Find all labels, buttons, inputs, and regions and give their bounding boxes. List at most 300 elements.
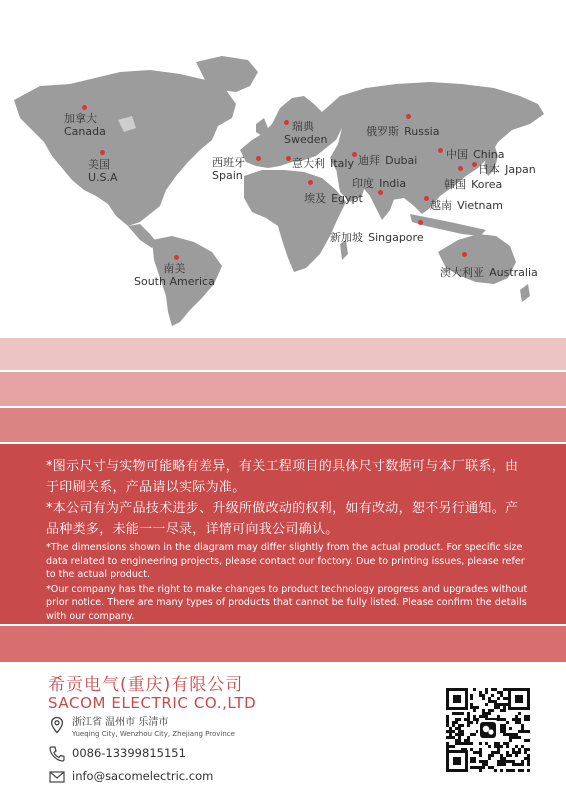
qr-module: [524, 718, 527, 721]
qr-module: [452, 745, 455, 748]
qr-module: [473, 688, 476, 691]
qr-module: [500, 709, 503, 712]
qr-module: [449, 733, 452, 736]
qr-module: [467, 724, 470, 727]
qr-module: [521, 769, 524, 772]
company-name-zh: 希贡电气(重庆)有限公司: [48, 675, 244, 695]
qr-module: [527, 715, 530, 718]
qr-module: [509, 760, 512, 763]
qr-module: [467, 718, 470, 721]
qr-module: [518, 721, 521, 724]
qr-module: [503, 724, 506, 727]
location-russia-zh: 俄罗斯: [366, 125, 399, 138]
decorative-band-3: [0, 408, 566, 442]
qr-module: [518, 718, 521, 721]
qr-module: [503, 706, 506, 709]
marker-usa: [100, 150, 105, 155]
qr-module: [464, 742, 467, 745]
qr-module: [473, 718, 476, 721]
qr-module: [482, 697, 485, 700]
address-row: [48, 716, 235, 739]
marker-korea: [458, 166, 463, 171]
qr-module: [485, 742, 488, 745]
qr-module: [473, 733, 476, 736]
location-china-en: China: [473, 148, 505, 161]
world-map: [0, 0, 566, 335]
qr-module: [449, 736, 452, 739]
qr-module: [467, 742, 470, 745]
qr-module: [446, 721, 449, 724]
email-address[interactable]: info@sacomelectric.com: [72, 769, 214, 783]
marker-south-america: [174, 255, 179, 260]
qr-module: [509, 754, 512, 757]
qr-module: [524, 757, 527, 760]
qr-module: [503, 763, 506, 766]
qr-module: [503, 718, 506, 721]
qr-module: [527, 757, 530, 760]
disclaimer-zh-2: *本公司有为产品技术进步、升级所做改动的权利，如有改动，恕不另行通知。产品种类多，未能一一尽录，详情可向我公司确认。: [46, 501, 519, 537]
qr-module: [494, 742, 497, 745]
qr-module: [455, 742, 458, 745]
qr-module: [515, 751, 518, 754]
qr-module: [449, 745, 452, 748]
qr-module: [470, 703, 473, 706]
qr-module: [503, 760, 506, 763]
envelope-icon: [48, 768, 66, 786]
qr-module: [491, 688, 494, 691]
qr-module: [494, 706, 497, 709]
location-korea-en: Korea: [471, 178, 503, 191]
qr-module: [446, 742, 449, 745]
qr-module: [473, 757, 476, 760]
qr-module: [497, 691, 500, 694]
location-usa-en: U.S.A: [88, 171, 118, 185]
qr-module: [458, 736, 461, 739]
qr-module: [503, 697, 506, 700]
qr-module: [464, 718, 467, 721]
marker-russia: [406, 114, 411, 119]
qr-module: [473, 751, 476, 754]
location-russia-en: Russia: [404, 125, 440, 138]
disclaimer-en-1: *The dimensions shown in the diagram may differ slightly from the actual product. For specific size data related to engineering projects, please contact our foctory. Due to printing issues, please refer to the actual product.: [46, 542, 525, 581]
qr-module: [500, 754, 503, 757]
qr-module: [488, 754, 491, 757]
qr-module: [521, 727, 524, 730]
location-south-america: [134, 262, 215, 288]
qr-module: [497, 706, 500, 709]
qr-module: [464, 739, 467, 742]
qr-module: [458, 742, 461, 745]
location-dubai-zh: 迪拜: [358, 154, 380, 167]
qr-module: [455, 739, 458, 742]
qr-module: [518, 712, 521, 715]
qr-module: [461, 742, 464, 745]
qr-module: [500, 760, 503, 763]
location-canada-en: Canada: [64, 125, 106, 139]
location-vietnam-en: Vietnam: [457, 199, 503, 212]
location-south-america-en: South America: [134, 275, 215, 289]
location-korea-zh: 韩国: [444, 178, 466, 191]
qr-module: [473, 715, 476, 718]
qr-module: [473, 706, 476, 709]
qr-module: [506, 742, 509, 745]
qr-module: [506, 733, 509, 736]
location-canada: [64, 112, 106, 138]
qr-module: [500, 727, 503, 730]
qr-module: [515, 733, 518, 736]
qr-module: [479, 694, 482, 697]
qr-module: [506, 769, 509, 772]
qr-module: [461, 724, 464, 727]
qr-module: [497, 703, 500, 706]
qr-module: [512, 760, 515, 763]
qr-module: [500, 718, 503, 721]
qr-module: [500, 769, 503, 772]
qr-module: [452, 730, 455, 733]
qr-module: [491, 766, 494, 769]
qr-module: [455, 727, 458, 730]
qr-module: [527, 763, 530, 766]
qr-module: [500, 730, 503, 733]
qr-module: [491, 709, 494, 712]
map-pin-icon: [48, 716, 66, 734]
qr-module: [518, 730, 521, 733]
qr-module: [455, 712, 458, 715]
qr-module: [491, 700, 494, 703]
qr-module: [467, 721, 470, 724]
qr-module: [509, 736, 512, 739]
qr-module: [488, 766, 491, 769]
qr-module: [470, 706, 473, 709]
qr-module: [512, 769, 515, 772]
qr-module: [506, 697, 509, 700]
qr-module: [470, 721, 473, 724]
qr-module: [509, 733, 512, 736]
qr-module: [458, 730, 461, 733]
qr-module: [473, 709, 476, 712]
qr-module: [449, 730, 452, 733]
location-egypt-zh: 埃及: [304, 192, 326, 205]
location-egypt: [304, 187, 363, 206]
marker-australia: [462, 252, 467, 257]
qr-module: [521, 730, 524, 733]
qr-module: [527, 760, 530, 763]
qr-module: [509, 739, 512, 742]
qr-module: [482, 763, 485, 766]
qr-module: [482, 760, 485, 763]
qr-module: [482, 694, 485, 697]
qr-module: [503, 733, 506, 736]
qr-module: [524, 715, 527, 718]
decorative-band-1: [0, 338, 566, 370]
location-japan-zh: 日本: [478, 163, 500, 176]
location-vietnam: [430, 194, 503, 213]
qr-module: [491, 694, 494, 697]
qr-module: [458, 727, 461, 730]
qr-module: [476, 751, 479, 754]
disclaimer-en-2: *Our company has the right to make changes to product technology progress and upgrades without prior notice. There are many types of products that cannot be fully listed. Please confirm the details with our company.: [46, 583, 528, 622]
marker-italy: [286, 156, 291, 161]
qr-module: [515, 754, 518, 757]
qr-module: [467, 715, 470, 718]
location-russia: [366, 120, 439, 139]
qr-module: [461, 733, 464, 736]
qr-module: [497, 748, 500, 751]
qr-module: [509, 769, 512, 772]
qr-module: [503, 730, 506, 733]
qr-module: [485, 760, 488, 763]
location-india-en: India: [379, 177, 407, 190]
qr-module: [506, 703, 509, 706]
qr-module: [518, 748, 521, 751]
qr-module: [473, 760, 476, 763]
marker-egypt: [308, 180, 313, 185]
location-singapore: [330, 226, 424, 245]
qr-module: [461, 712, 464, 715]
location-singapore-en: Singapore: [368, 231, 424, 244]
qr-module: [527, 718, 530, 721]
qr-module: [470, 733, 473, 736]
qr-module: [452, 721, 455, 724]
decorative-band-5: [0, 626, 566, 662]
phone-icon: [48, 745, 66, 763]
qr-module: [506, 754, 509, 757]
qr-module: [527, 769, 530, 772]
qr-module: [446, 724, 449, 727]
qr-module: [497, 697, 500, 700]
qr-module: [470, 748, 473, 751]
qr-module: [506, 760, 509, 763]
qr-module: [500, 763, 503, 766]
qr-module: [446, 736, 449, 739]
qr-module: [470, 757, 473, 760]
qr-module: [503, 757, 506, 760]
qr-module: [521, 724, 524, 727]
location-spain-en: Spain: [212, 169, 243, 183]
qr-module: [458, 739, 461, 742]
qr-module: [524, 739, 527, 742]
qr-module: [470, 742, 473, 745]
qr-module: [476, 718, 479, 721]
marker-canada: [82, 105, 87, 110]
qr-module: [446, 715, 449, 718]
qr-module: [515, 763, 518, 766]
address-en: Yueqing City, Wenzhou City, Zhejiang Province: [72, 730, 235, 738]
qr-module: [497, 715, 500, 718]
location-australia-zh: 澳大利亚: [440, 266, 484, 279]
marker-china: [438, 148, 443, 153]
qr-module: [524, 730, 527, 733]
phone-number[interactable]: 0086-13399815151: [72, 746, 186, 760]
qr-module: [518, 751, 521, 754]
qr-module: [485, 688, 488, 691]
location-sweden: [284, 120, 327, 146]
qr-module: [485, 715, 488, 718]
qr-module: [470, 694, 473, 697]
location-vietnam-zh: 越南: [430, 199, 452, 212]
location-south-america-zh: 南美: [163, 262, 186, 275]
qr-module: [473, 766, 476, 769]
qr-module: [503, 703, 506, 706]
qr-module: [461, 730, 464, 733]
qr-module: [497, 763, 500, 766]
qr-module: [479, 754, 482, 757]
qr-module: [527, 739, 530, 742]
qr-module: [485, 763, 488, 766]
qr-module: [503, 727, 506, 730]
qr-module: [479, 751, 482, 754]
qr-module: [497, 745, 500, 748]
qr-module: [521, 763, 524, 766]
qr-module: [524, 751, 527, 754]
qr-module: [482, 766, 485, 769]
qr-module: [494, 745, 497, 748]
qr-module: [500, 694, 503, 697]
qr-code-icon[interactable]: [444, 686, 532, 774]
qr-module: [479, 691, 482, 694]
company-name-en: SACOM ELECTRIC CO.,LTD: [48, 694, 257, 712]
qr-module: [458, 724, 461, 727]
location-sweden-en: Sweden: [284, 133, 328, 147]
qr-module: [527, 754, 530, 757]
qr-module: [467, 736, 470, 739]
qr-module: [485, 691, 488, 694]
qr-module: [506, 688, 509, 691]
qr-module: [524, 748, 527, 751]
qr-module: [515, 736, 518, 739]
qr-module: [479, 715, 482, 718]
location-italy: [292, 152, 354, 171]
location-italy-en: Italy: [330, 157, 354, 170]
marker-spain: [256, 156, 261, 161]
phone-row: [48, 745, 186, 763]
disclaimer-zh-1: *图示尺寸与实物可能略有差异，有关工程项目的具体尺寸数据可与本厂联系，由于印刷关系，产品请以实际为准。: [46, 459, 519, 495]
qr-module: [500, 724, 503, 727]
qr-module: [455, 721, 458, 724]
location-japan-en: Japan: [505, 163, 536, 176]
location-egypt-en: Egypt: [331, 192, 363, 205]
qr-module: [515, 745, 518, 748]
qr-module: [482, 712, 485, 715]
qr-module: [479, 769, 482, 772]
qr-module: [470, 766, 473, 769]
qr-module: [458, 712, 461, 715]
qr-module: [506, 751, 509, 754]
qr-module: [467, 712, 470, 715]
qr-module: [488, 745, 491, 748]
qr-module: [497, 751, 500, 754]
qr-module: [464, 748, 467, 751]
location-korea: [444, 173, 502, 192]
qr-module: [449, 727, 452, 730]
location-india-zh: 印度: [352, 177, 374, 190]
qr-module: [521, 760, 524, 763]
marker-japan: [472, 162, 477, 167]
qr-module: [446, 730, 449, 733]
location-spain: [212, 156, 245, 182]
qr-module: [503, 688, 506, 691]
qr-module: [500, 703, 503, 706]
qr-module: [461, 748, 464, 751]
email-row: [48, 768, 213, 786]
qr-module: [488, 709, 491, 712]
location-canada-zh: 加拿大: [64, 112, 97, 125]
qr-module: [518, 736, 521, 739]
qr-module: [491, 754, 494, 757]
location-dubai: [358, 149, 417, 168]
qr-module: [500, 757, 503, 760]
qr-module: [497, 718, 500, 721]
location-usa-zh: 美国: [88, 158, 110, 171]
qr-module: [494, 688, 497, 691]
marker-vietnam: [424, 196, 429, 201]
qr-module: [521, 745, 524, 748]
qr-module: [518, 769, 521, 772]
qr-module: [515, 718, 518, 721]
qr-module: [488, 697, 491, 700]
qr-module: [488, 712, 491, 715]
qr-module: [452, 736, 455, 739]
qr-module: [467, 739, 470, 742]
qr-module: [488, 700, 491, 703]
company-footer: [0, 662, 566, 800]
qr-module: [512, 751, 515, 754]
qr-module: [512, 736, 515, 739]
qr-module: [476, 766, 479, 769]
qr-module: [512, 733, 515, 736]
qr-module: [470, 697, 473, 700]
qr-module: [479, 766, 482, 769]
qr-module: [500, 745, 503, 748]
qr-module: [455, 733, 458, 736]
qr-module: [503, 742, 506, 745]
marker-singapore: [418, 220, 423, 225]
location-italy-zh: 意大利: [292, 157, 325, 170]
qr-module: [452, 712, 455, 715]
qr-module: [485, 712, 488, 715]
address-zh: 浙江省 温州市 乐清市: [72, 717, 169, 728]
qr-module: [482, 715, 485, 718]
marker-dubai: [352, 152, 357, 157]
qr-module: [452, 724, 455, 727]
qr-module: [494, 700, 497, 703]
qr-module: [527, 730, 530, 733]
qr-module: [482, 709, 485, 712]
qr-module: [497, 760, 500, 763]
location-dubai-en: Dubai: [385, 154, 418, 167]
qr-module: [476, 706, 479, 709]
qr-module: [503, 709, 506, 712]
qr-module: [512, 748, 515, 751]
qr-module: [446, 718, 449, 721]
qr-module: [479, 760, 482, 763]
qr-module: [515, 715, 518, 718]
qr-module: [479, 748, 482, 751]
disclaimer-panel: [0, 444, 566, 624]
qr-module: [506, 721, 509, 724]
qr-module: [527, 748, 530, 751]
qr-module: [494, 703, 497, 706]
qr-module: [488, 757, 491, 760]
location-china-zh: 中国: [446, 148, 468, 161]
location-singapore-zh: 新加坡: [330, 231, 363, 244]
location-australia: [440, 261, 538, 280]
qr-module: [485, 703, 488, 706]
qr-module: [470, 760, 473, 763]
qr-module: [494, 751, 497, 754]
qr-module: [506, 745, 509, 748]
qr-module: [509, 727, 512, 730]
